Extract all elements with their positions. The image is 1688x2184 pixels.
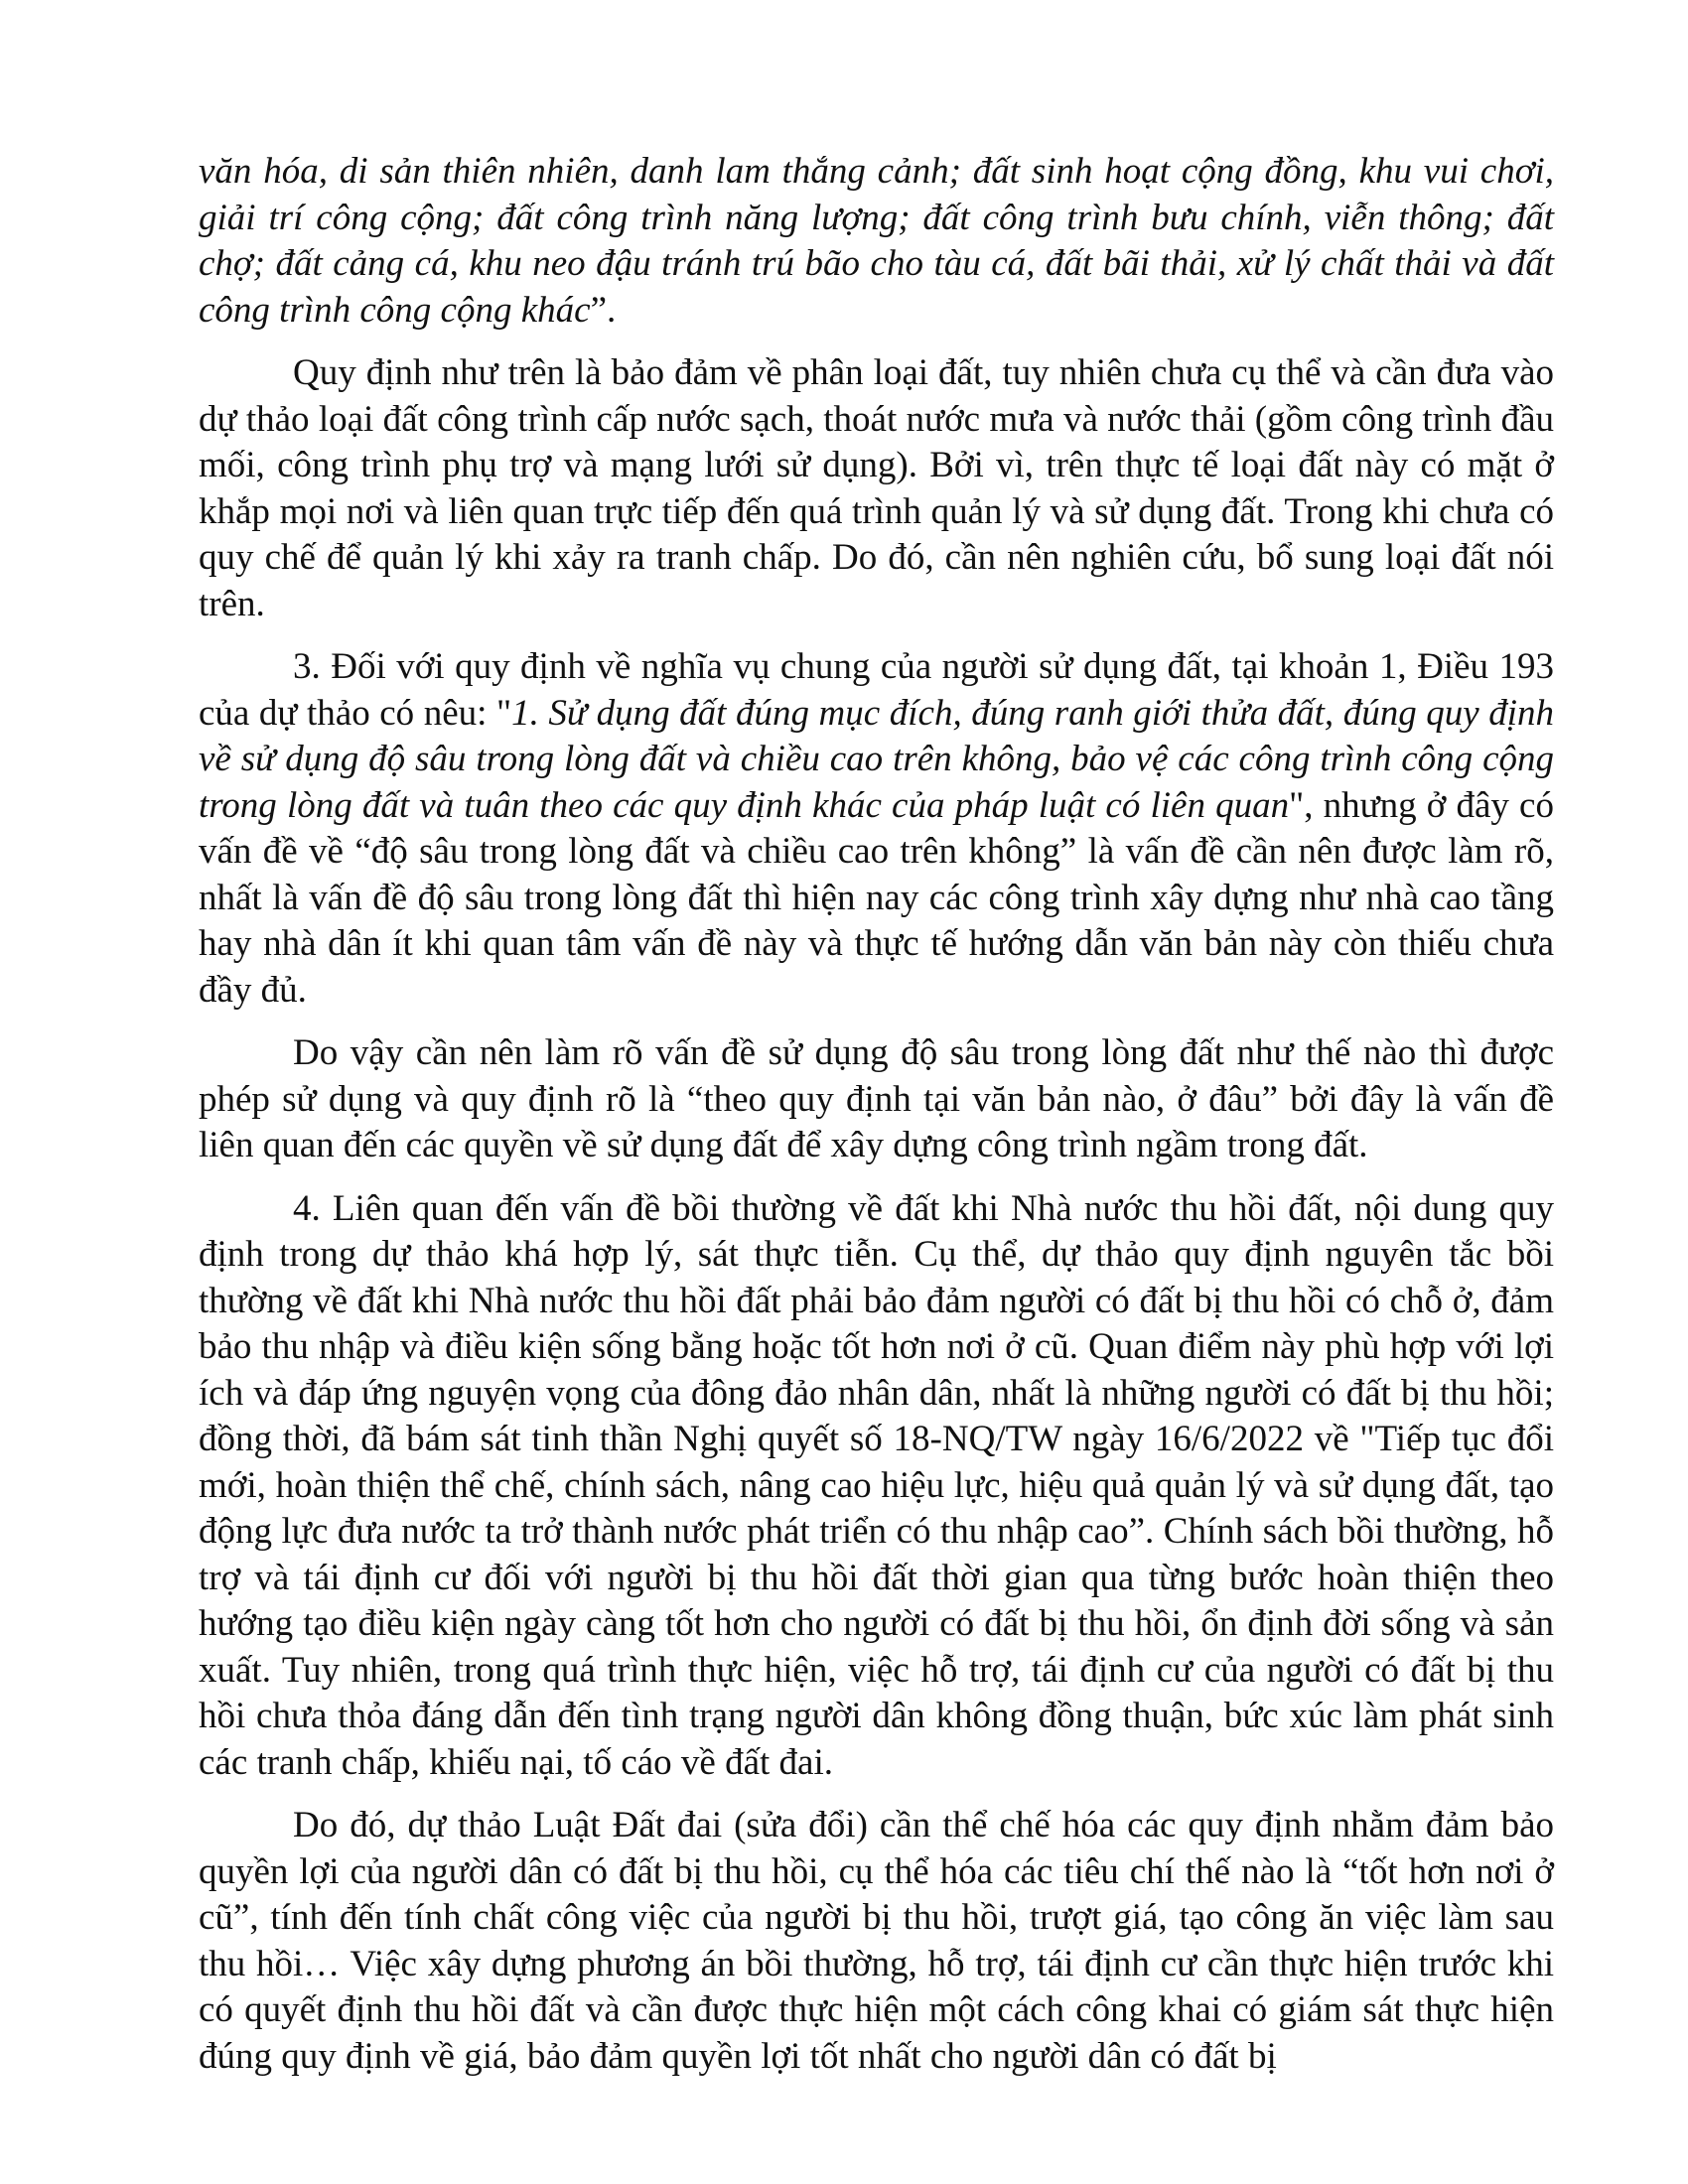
quoted-text: văn hóa, di sản thiên nhiên, danh lam thắng cảnh; đất sinh hoạt cộng đồng, khu vui chơi, giải trí công cộng; đất công trình năng lượng; đất công trình bưu chính, viễn thông; đất chợ; đất cảng cá, khu neo đậu tránh trú bão cho tàu cá, đất bãi thải, xử lý chất thải và đất công trình công cộng khác [199, 151, 1554, 331]
paragraph-land-types-continuation [199, 149, 1554, 334]
paragraph-draft-law-amendment [199, 1803, 1554, 2080]
paragraph-text: Do vậy cần nên làm rõ vấn đề sử dụng độ sâu trong lòng đất như thế nào thì được phép sử dụng và quy định rõ là “theo quy định tại văn bản nào, ở đâu” bởi đây là vấn đề liên quan đến các quyền về sử dụng đất để xây dựng công trình ngầm trong đất. [199, 1032, 1554, 1165]
closing-quote: ”. [590, 289, 617, 331]
paragraph-text: Do đó, dự thảo Luật Đất đai (sửa đổi) cần thể chế hóa các quy định nhằm đảm bảo quyền lợi của người dân có đất bị thu hồi, cụ thể hóa các tiêu chí thế nào là “tốt hơn nơi ở cũ”, tính đến tính chất công việc của người bị thu hồi, trượt giá, tạo công ăn việc làm sau thu hồi… Việc xây dựng phương án bồi thường, hỗ trợ, tái định cư cần thực hiện trước khi có quyết định thu hồi đất và cần được thực hiện một cách công khai có giám sát thực hiện đúng quy định về giá, bảo đảm quyền lợi tốt nhất cho người dân có đất bị [199, 1805, 1554, 2077]
paragraph-text: ", nhưng ở đây có vấn đề về “độ sâu trong lòng đất và chiều cao trên không” là vấn đề cần nên được làm rõ, nhất là vấn đề độ sâu trong lòng đất thì hiện nay các công trình xây dựng như nhà cao tầng hay nhà dân ít khi quan tâm vấn đề này và thực tế hướng dẫn văn bản này còn thiếu chưa đầy đủ. [199, 784, 1554, 1011]
paragraph-item-3-obligations [199, 644, 1554, 1014]
document-page [199, 149, 1554, 2097]
paragraph-underground-depth [199, 1030, 1554, 1169]
paragraph-text: 3. Đối với quy định về nghĩa vụ chung của người sử dụng đất, tại khoản 1, Điều 193 của dự thảo có nêu: " [199, 646, 1554, 734]
quoted-text: 1. Sử dụng đất đúng mục đích, đúng ranh giới thửa đất, đúng quy định về sử dụng độ sâu trong lòng đất và chiều cao trên không, bảo vệ các công trình công cộng trong lòng đất và tuân theo các quy định khác của pháp luật có liên quan [199, 692, 1554, 826]
paragraph-land-classification [199, 350, 1554, 627]
paragraph-text: Quy định như trên là bảo đảm về phân loại đất, tuy nhiên chưa cụ thể và cần đưa vào dự thảo loại đất công trình cấp nước sạch, thoát nước mưa và nước thải (gồm công trình đầu mối, công trình phụ trợ và mạng lưới sử dụng). Bởi vì, trên thực tế loại đất này có mặt ở khắp mọi nơi và liên quan trực tiếp đến quá trình quản lý và sử dụng đất. Trong khi chưa có quy chế để quản lý khi xảy ra tranh chấp. Do đó, cần nên nghiên cứu, bổ sung loại đất nói trên. [199, 352, 1554, 624]
paragraph-text: 4. Liên quan đến vấn đề bồi thường về đất khi Nhà nước thu hồi đất, nội dung quy định trong dự thảo khá hợp lý, sát thực tiễn. Cụ thể, dự thảo quy định nguyên tắc bồi thường về đất khi Nhà nước thu hồi đất phải bảo đảm người có đất bị thu hồi có chỗ ở, đảm bảo thu nhập và điều kiện sống bằng hoặc tốt hơn nơi ở cũ. Quan điểm này phù hợp với lợi ích và đáp ứng nguyện vọng của đông đảo nhân dân, nhất là những người có đất bị thu hồi; đồng thời, đã bám sát tinh thần Nghị quyết số 18-NQ/TW ngày 16/6/2022 về "Tiếp tục đổi mới, hoàn thiện thể chế, chính sách, nâng cao hiệu lực, hiệu quả quản lý và sử dụng đất, tạo động lực đưa nước ta trở thành nước phát triển có thu nhập cao”. Chính sách bồi thường, hỗ trợ và tái định cư đối với người bị thu hồi đất thời gian qua từng bước hoàn thiện theo hướng tạo điều kiện ngày càng tốt hơn cho người có đất bị thu hồi, ổn định đời sống và sản xuất. Tuy nhiên, trong quá trình thực hiện, việc hỗ trợ, tái định cư của người có đất bị thu hồi chưa thỏa đáng dẫn đến tình trạng người dân không đồng thuận, bức xúc làm phát sinh các tranh chấp, khiếu nại, tố cáo về đất đai. [199, 1187, 1554, 1783]
paragraph-item-4-compensation [199, 1186, 1554, 1787]
